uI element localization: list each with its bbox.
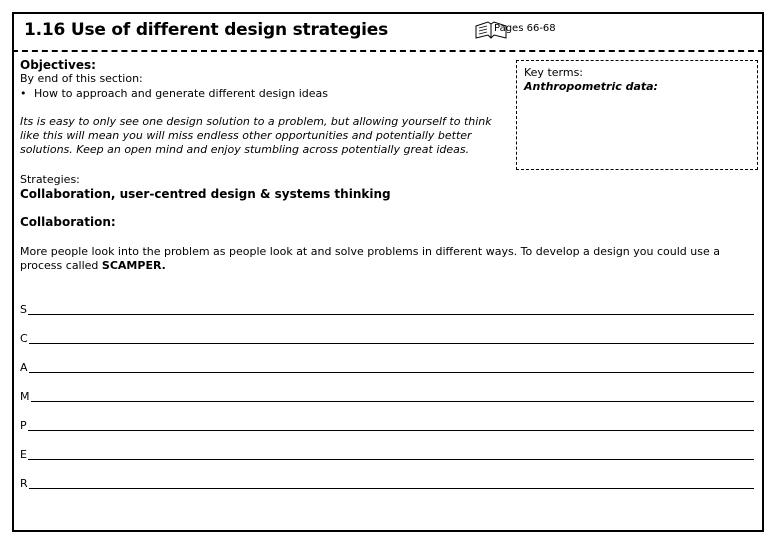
write-line[interactable] <box>28 314 754 315</box>
scamper-letter: E <box>20 448 27 461</box>
write-line[interactable] <box>31 401 755 402</box>
scamper-letter: R <box>20 477 28 490</box>
key-terms-label: Key terms: <box>524 66 584 79</box>
scamper-row-c[interactable] <box>20 329 754 345</box>
scamper-row-r[interactable] <box>20 474 754 490</box>
write-line[interactable] <box>28 459 754 460</box>
objectives-intro: By end of this section: <box>20 72 143 85</box>
scamper-letter: S <box>20 303 27 316</box>
scamper-row-m[interactable] <box>20 387 754 403</box>
objectives-item-text: How to approach and generate different design ideas <box>34 87 329 100</box>
scamper-row-p[interactable] <box>20 416 754 432</box>
scamper-row-a[interactable] <box>20 358 754 374</box>
scamper-letter: C <box>20 332 28 345</box>
write-line[interactable] <box>29 372 754 373</box>
scamper-row-s[interactable] <box>20 300 754 316</box>
strategies-label: Strategies: <box>20 173 80 186</box>
write-line[interactable] <box>29 488 754 489</box>
scamper-letter: A <box>20 361 28 374</box>
italic-note: Its is easy to only see one design solution to a problem, but allowing yourself to think like this will mean you will miss endless other opportunities and potentially better solutions. Keep an open mind and enjoy stumbling across potentially great ideas. <box>20 115 492 156</box>
strategies-value: Collaboration, user-centred design & systems thinking <box>20 187 391 201</box>
write-line[interactable] <box>29 343 754 344</box>
write-line[interactable] <box>28 430 754 431</box>
key-term: Anthropometric data: <box>524 80 658 93</box>
bullet-icon: • <box>20 87 27 100</box>
title-bar <box>12 12 764 52</box>
collaboration-paragraph <box>20 245 750 273</box>
scamper-row-e[interactable] <box>20 445 754 461</box>
scamper-letter: M <box>20 390 30 403</box>
worksheet-left-dashed-edge <box>12 52 14 532</box>
objectives-item <box>20 87 328 100</box>
collaboration-heading: Collaboration: <box>20 215 116 229</box>
scamper-letter: P <box>20 419 27 432</box>
scamper-term: SCAMPER. <box>101 259 166 272</box>
page-title: 1.16 Use of different design strategies <box>24 20 389 40</box>
pages-text: Pages 66-68 <box>494 23 556 34</box>
key-terms-box <box>516 60 758 170</box>
objectives-heading: Objectives: <box>20 58 96 72</box>
collaboration-text: More people look into the problem as people look at and solve problems in different ways. To develop a design you could use a process called <box>20 245 720 272</box>
